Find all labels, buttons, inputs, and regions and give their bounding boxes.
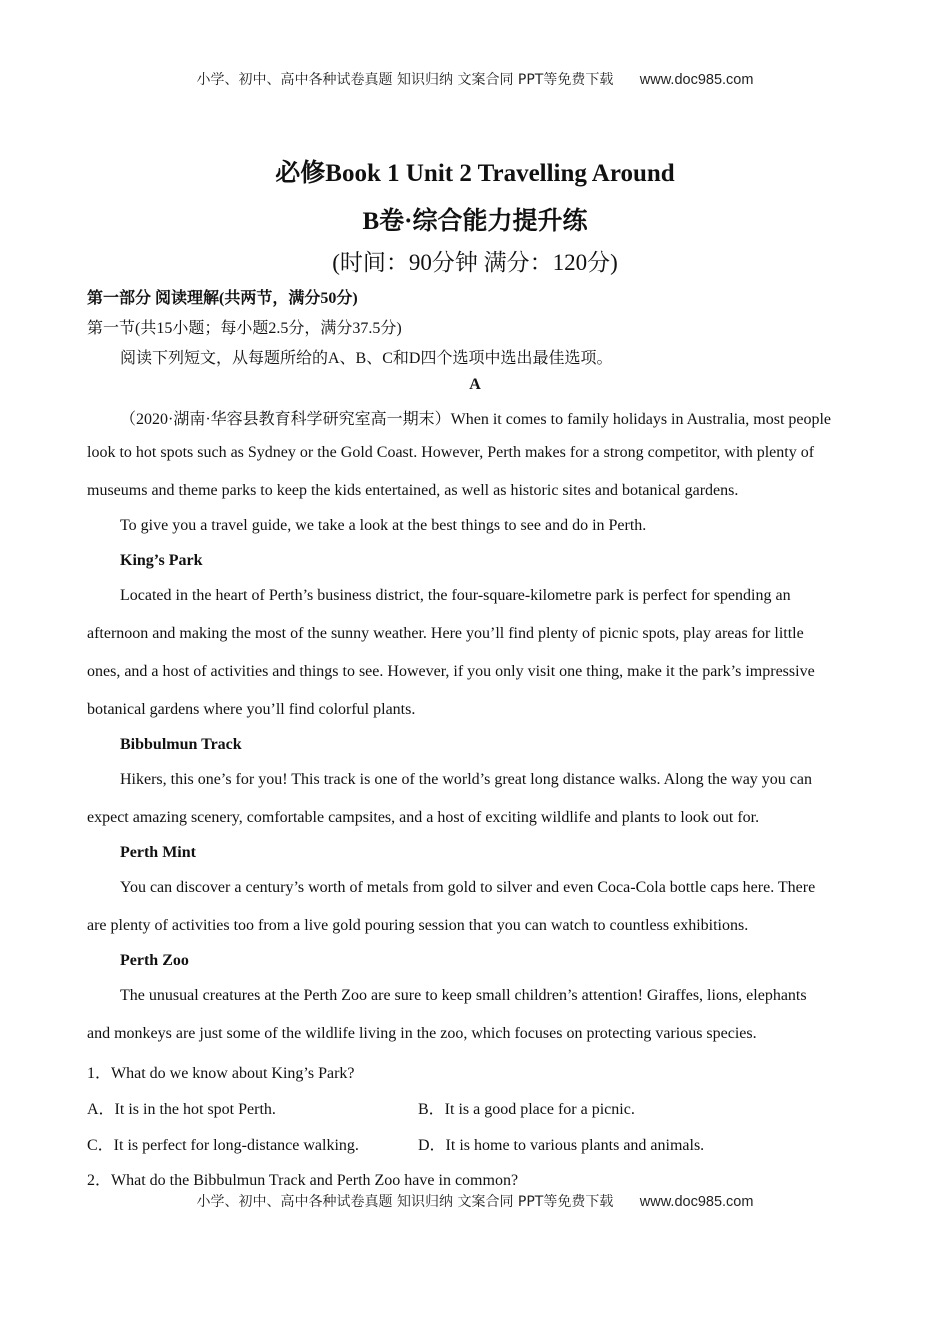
- passage-paragraph-line: museums and theme parks to keep the kids entertained, as well as historic sites and botanical gardens.: [87, 482, 739, 499]
- header-site: www.doc985.com: [639, 72, 754, 88]
- passage-label: A: [469, 376, 481, 393]
- question-1: 1．What do we know about King’s Park?: [87, 1065, 355, 1082]
- passage-paragraph-line: look to hot spots such as Sydney or the Gold Coast. However, Perth makes for a strong competitor, with plenty of: [87, 444, 815, 461]
- instruction-text: 阅读下列短文，从每题所给的A、B、C和D四个选项中选出最佳选项。: [120, 350, 613, 367]
- footer-site: www.doc985.com: [639, 1194, 754, 1210]
- exam-time-score: (时间：90分钟 满分：120分): [332, 250, 618, 275]
- section-heading: 第一节(共15小题；每小题2.5分，满分37.5分): [87, 320, 402, 337]
- page-header: [0, 69, 950, 89]
- question-1-option-a: A．It is in the hot spot Perth.: [87, 1101, 276, 1118]
- part-heading: 第一部分 阅读理解(共两节，满分50分): [87, 290, 358, 307]
- question-1-option-c: C．It is perfect for long-distance walking.: [87, 1137, 359, 1154]
- passage-paragraph-line: You can discover a century’s worth of metals from gold to silver and even Coca-Cola bottle caps here. There: [120, 879, 816, 896]
- passage-paragraph-line: To give you a travel guide, we take a look at the best things to see and do in Perth.: [120, 517, 647, 534]
- passage-paragraph-line: botanical gardens where you’ll find colorful plants.: [87, 701, 416, 718]
- header-text: 小学、初中、高中各种试卷真题 知识归纳 文案合同 PPT等免费下载: [196, 72, 614, 88]
- passage-paragraph-line: The unusual creatures at the Perth Zoo are sure to keep small children’s attention! Giraffes, lions, elephants: [120, 987, 807, 1004]
- question-1-option-d: D．It is home to various plants and animals.: [418, 1137, 705, 1154]
- passage-paragraph-line: （2020·湖南·华容县教育科学研究室高一期末）When it comes to family holidays in Australia, most people: [120, 411, 832, 428]
- page-footer: [0, 1191, 950, 1211]
- document-title: 必修Book 1 Unit 2 Travelling Around: [275, 160, 675, 187]
- passage-paragraph-line: Hikers, this one’s for you! This track is one of the world’s great long distance walks. Along the way you can: [120, 771, 813, 788]
- passage-paragraph-line: and monkeys are just some of the wildlife living in the zoo, which focuses on protecting various species.: [87, 1025, 757, 1042]
- passage-paragraph-line: expect amazing scenery, comfortable campsites, and a host of exciting wildlife and plants to look out for.: [87, 809, 760, 826]
- section-title-perth-mint: Perth Mint: [120, 844, 196, 861]
- passage-paragraph-line: Located in the heart of Perth’s business district, the four-square-kilometre park is perfect for spending an: [120, 587, 791, 604]
- passage-paragraph-line: ones, and a host of activities and things to see. However, if you only visit one thing, make it the park’s impressive: [87, 663, 815, 680]
- passage-paragraph-line: are plenty of activities too from a live gold pouring session that you can watch to countless exhibitions.: [87, 917, 749, 934]
- passage-paragraph-line: afternoon and making the most of the sunny weather. Here you’ll find plenty of picnic spots, play areas for little: [87, 625, 804, 642]
- section-title-bibbulmun-track: Bibbulmun Track: [120, 736, 242, 753]
- section-title-perth-zoo: Perth Zoo: [120, 952, 189, 969]
- question-1-option-b: B．It is a good place for a picnic.: [418, 1101, 635, 1118]
- document-subtitle: B卷·综合能力提升练: [362, 208, 588, 235]
- section-title-kings-park: King’s Park: [120, 552, 203, 569]
- footer-text: 小学、初中、高中各种试卷真题 知识归纳 文案合同 PPT等免费下载: [196, 1194, 614, 1210]
- question-2: 2．What do the Bibbulmun Track and Perth Zoo have in common?: [87, 1172, 519, 1189]
